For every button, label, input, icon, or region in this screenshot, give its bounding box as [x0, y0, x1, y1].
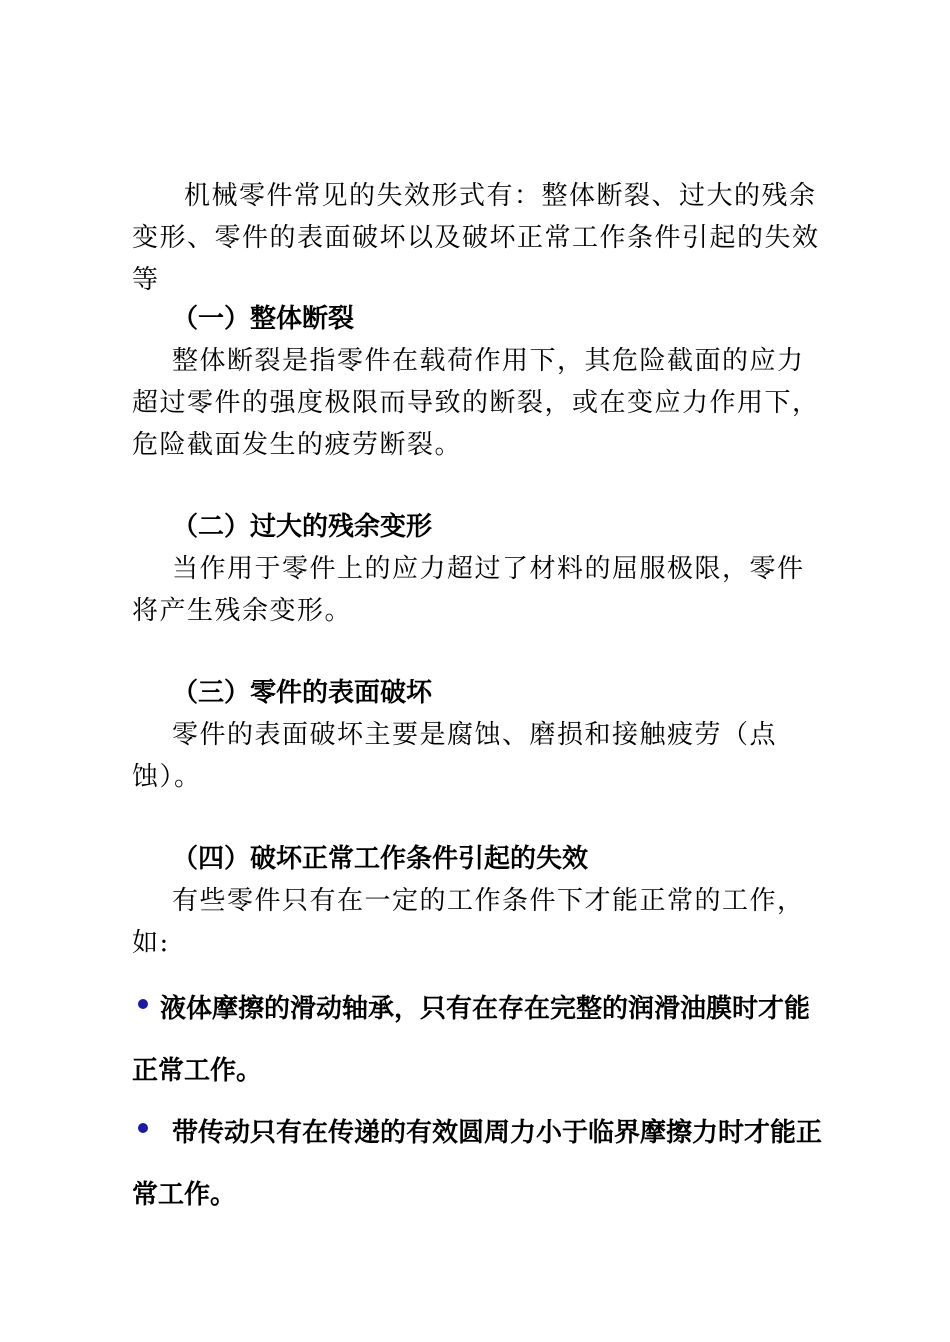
bullet-item-1-text: 液体摩擦的滑动轴承，只有在存在完整的润滑油膜时才能正常工作。	[132, 994, 811, 1086]
section-body-4	[132, 880, 822, 964]
bullet-item-2	[132, 1102, 832, 1226]
intro-text: 机械零件常见的失效形式有：整体断裂、过大的残余变形、零件的表面破坏以及破坏正常工作条件引起的失效等	[132, 181, 820, 295]
section-body-4-text: 有些零件只有在一定的工作条件下才能正常的工作，如:	[132, 886, 805, 958]
section-body-2	[132, 548, 822, 632]
section-heading-4: （四）破坏正常工作条件引起的失效	[172, 844, 589, 874]
section-body-3	[132, 714, 822, 798]
intro-paragraph	[132, 175, 822, 301]
section-body-3-text: 零件的表面破坏主要是腐蚀、磨损和接触疲劳（点蚀）。	[132, 720, 778, 792]
section-body-2-text: 当作用于零件上的应力超过了材料的屈服极限，零件将产生残余变形。	[132, 554, 805, 626]
bullet-dot-icon	[138, 1123, 148, 1133]
section-body-1	[132, 340, 822, 466]
section-heading-1: （一）整体断裂	[172, 304, 355, 334]
section-heading-2: （二）过大的残余变形	[172, 512, 433, 542]
bullet-item-1	[132, 978, 832, 1102]
section-heading-3: （三）零件的表面破坏	[172, 678, 433, 708]
bullet-dot-icon	[138, 999, 148, 1009]
section-body-1-text: 整体断裂是指零件在载荷作用下，其危险截面的应力超过零件的强度极限而导致的断裂，或在变应力作用下，危险截面发生的疲劳断裂。	[132, 346, 820, 460]
bullet-item-2-text: 带传动只有在传递的有效圆周力小于临界摩擦力时才能正常工作。	[132, 1118, 823, 1210]
